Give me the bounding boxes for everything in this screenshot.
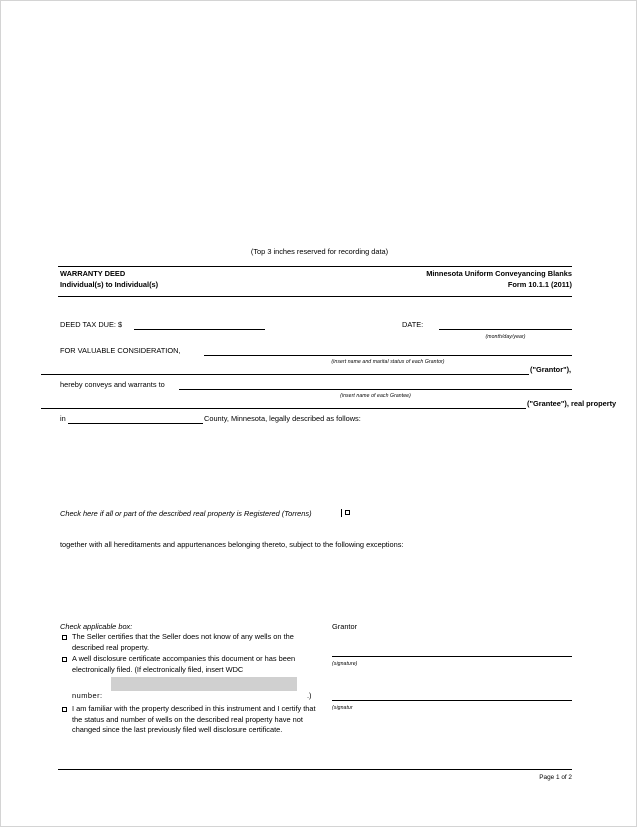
well-option-1-checkbox[interactable] xyxy=(62,635,67,640)
grantee-name-input-line-2[interactable] xyxy=(41,408,526,409)
page-number: Page 1 of 2 xyxy=(539,774,572,781)
well-option-2-checkbox[interactable] xyxy=(62,657,67,662)
grantor-suffix: ("Grantor"), xyxy=(530,365,572,374)
well-option-1-label: The Seller certifies that the Seller does not know of any wells on the described real property. xyxy=(72,632,294,652)
grantee-suffix-bold: ("Grantee"), real property xyxy=(527,399,617,408)
torrens-checkbox[interactable] xyxy=(345,510,350,515)
well-option-3-checkbox[interactable] xyxy=(62,707,67,712)
footer-rule xyxy=(58,769,572,770)
county-input-line[interactable] xyxy=(68,423,203,424)
recording-data-note: (Top 3 inches reserved for recording data) xyxy=(250,247,389,256)
grantor-signature-label-2: (signatur xyxy=(332,705,353,711)
wdc-number-suffix: .) xyxy=(307,691,312,700)
form-number: Form 10.1.1 (2011) xyxy=(507,280,572,289)
deed-tax-due-input-line[interactable] xyxy=(134,329,265,330)
hereditaments-text: together with all hereditaments and appurtenances belonging thereto, subject to the following exceptions: xyxy=(60,540,404,549)
date-label: DATE: xyxy=(402,320,424,329)
grantee-name-input-line-1[interactable] xyxy=(179,389,572,390)
valuable-consideration-label: FOR VALUABLE CONSIDERATION, xyxy=(60,346,181,355)
date-input-line[interactable] xyxy=(439,329,572,330)
date-format-hint: (month/day/year) xyxy=(485,334,526,340)
warranty-deed-document xyxy=(1,1,637,827)
well-disclosure-heading: Check applicable box: xyxy=(60,622,133,631)
grantor-signature-line-1[interactable] xyxy=(332,656,572,657)
grantee-suffix xyxy=(527,399,616,409)
well-option-3-label: I am familiar with the property described in this instrument and I certify that the status and number of wells on the described real property have not changed since the last previously filed well disclosure certificate. xyxy=(72,704,316,735)
grantor-signature-line-2[interactable] xyxy=(332,700,572,701)
grantor-signature-label-1: (signature) xyxy=(332,661,358,667)
text-caret xyxy=(341,509,342,517)
grantee-name-hint: (insert name of each Grantee) xyxy=(340,393,411,399)
county-suffix-label: County, Minnesota, legally described as follows: xyxy=(204,414,361,423)
document-title: WARRANTY DEED xyxy=(60,269,126,278)
conveys-warrants-label: hereby conveys and warrants to xyxy=(60,380,165,389)
grantor-name-input-line-1[interactable] xyxy=(204,355,572,356)
county-prefix-label: in xyxy=(60,414,66,423)
wdc-number-label: number: xyxy=(72,691,103,700)
well-option-2-label: A well disclosure certificate accompanies this document or has been electronically filed. (If electronically filed, insert WDC xyxy=(72,654,296,674)
grantor-block-title: Grantor xyxy=(332,622,358,631)
document-subtitle: Individual(s) to Individual(s) xyxy=(60,280,159,289)
header-top-rule xyxy=(58,266,572,267)
wdc-number-field-highlight[interactable] xyxy=(111,677,297,691)
grantor-name-hint: (insert name and marital status of each Grantor) xyxy=(331,359,445,365)
grantor-name-input-line-2[interactable] xyxy=(41,374,529,375)
torrens-label: Check here if all or part of the described real property is Registered (Torrens) xyxy=(60,509,312,518)
deed-tax-due-label: DEED TAX DUE: $ xyxy=(60,320,123,329)
form-publisher: Minnesota Uniform Conveyancing Blanks xyxy=(426,269,572,278)
header-bottom-rule xyxy=(58,296,572,297)
